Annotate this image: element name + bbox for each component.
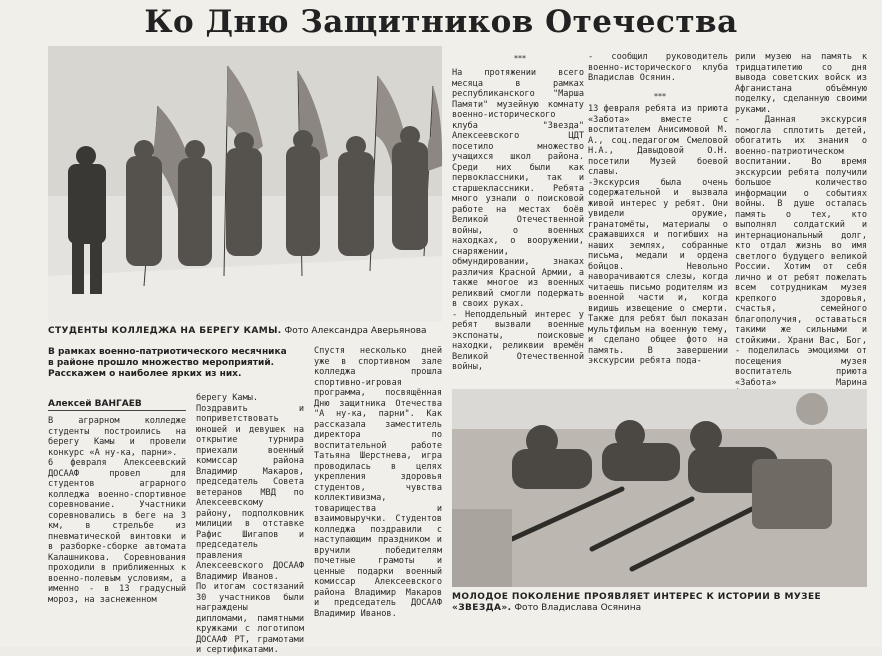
photo1-caption-title: СТУДЕНТЫ КОЛЛЕДЖА НА БЕРЕГУ КАМЫ. [48,326,282,336]
section-separator-2: *** [654,92,666,101]
headline: Ко Дню Защитников Отечества [144,4,738,40]
article-column-3b: Спустя несколько дней уже в спортивном зале колледжа прошла спортивно-игровая программа, посвящённая Дню защитника Отечества "А ну-ка, парни". Как рассказала заместитель директора по воспитательной работе Татьяна Шерстнева, игра проводилась в целях укрепления здоровья студентов, чувства коллективизма, товарищества и взаимовыручки. Студентов колледжа поздравили с наступающим праздником и вручили победителям почетные грамоты и ценные подарки военный комиссар Алексеевского района Владимир Макаров и председатель ДОСААФ Владимир Иванов. [314,346,442,619]
photo1-caption [48,326,448,337]
photo-kids-in-museum [452,389,867,587]
article-column-1: В аграрном колледже студенты построились на берегу Камы и провели конкурс «А ну-ка, парни». 6 февраля Алексеевский ДОСААФ провел для студентов аграрного колледжа военно-спортивное соревнование. Участники соревновались в беге на 3 км, в стрельбе из пневматической винтовки и в разборке-сборке автомата Калашникова. Соревнования проходили в приближенных к военно-полевым условиям, а именно - в 13 градусный мороз, на заснеженном [48,416,186,605]
photo1-caption-credit: Фото Александра Аверьянова [284,326,427,336]
section-separator-1: *** [514,54,526,63]
article-column-5: рили музею на память к тридцатилетию со дня вывода советских войск из Афганистана объёмную поделку, сделанную своими руками. - Данная экскурсия помогла сплотить детей, обогатить их знания о военно-патриотическом воспитании. Во время экскурсии ребята получили большое количество информации о событиях войны. В душе осталась память о тех, кто выполнял солдатский и интернациональный долг, кто отдал жизнь во имя светлого будущего великой России. Хотим от себя лично и от ребят пожелать всем сотрудникам музея крепкого здоровья, счастья, семейного благополучия, оставаться такими же сильными и стойкими. Храни Вас, Бог, - поделилась эмоциями от посещения музея воспитатель приюта «Забота» Марина [735,52,867,388]
photo-students-with-flags [48,46,442,322]
article-column-3: На протяжении всего месяца в рамках республиканского "Марша Памяти" музейную комнату военно-исторического клуба "Звезда" Алексеевского ЦДТ посетило множество учащихся школ района. Среди них были как первоклассники, так и старшеклассники. Ребята много узнали о поисковой работе на местах боёв Великой Отечественной войны, о военных находках, о вооружении, снаряжении, обмундировании, знаках различия Красной Армии, а также многое из военных реликвий смогли подержать в своих руках. - Неподдельный интерес у ребят вызвали военные экспонаты, поисковые находки, реликвии времён Великой Отечественной войны, [452,68,584,372]
photo2-caption-title: МОЛОДОЕ ПОКОЛЕНИЕ ПРОЯВЛЯЕТ ИНТЕРЕС К ИСТОРИИ В МУЗЕЕ «ЗВЕЗДА». [452,592,822,613]
lead-paragraph: В рамках военно-патриотического месячника в районе прошло множество мероприятий. Расскажем о наиболее ярких из них. [48,347,287,379]
photo-kids-in-museum-image [452,389,867,587]
photo2-caption [452,592,867,614]
author-byline: Алексей ВАНГАЕВ [48,399,186,411]
article-column-4: - сообщил руководитель военно-исторического клуба Владислав Осянин. [588,52,728,83]
photo-students-with-flags-image [48,46,442,322]
article-column-2: берегу Камы. Поздравить и поприветствовать юношей и девушек на открытие турнира приехали военный комиссар района Владимир Макаров, председатель Совета ветеранов МВД по Алексеевскому району, подполковник милиции в отставке Рафис Шигапов и председатель правления Алексеевского ДОСААФ Владимир Иванов. По итогам состязаний 30 участников были награждены дипломами, памятными кружками с логотипом ДОСААФ РТ, грамотами и сертификатами. [196,393,304,655]
photo2-caption-credit: Фото Владислава Осянина [514,603,642,613]
article-column-4b: 13 февраля ребята из приюта «Забота» вместе с воспитателем Анисимовой М. А., соц.педагогом Смеловой Н.А., Давыдовой О.Н. посетили Музей боевой славы. -Экскурсия была очень содержательной и вызвала живой интерес у ребят. Они увидели оружие, гранатомёты, материалы о сражавшихся и погибших на наших землях, собранные письма, медали и ордена бойцов. Невольно наворачиваются слезы, когда читаешь письмо родителям из военной части и, когда видишь извещение о смерти. Также для ребят был показан мультфильм на военную тему, и сделано общее фото на память. В завершении экскурсии ребята пода- [588,104,728,366]
